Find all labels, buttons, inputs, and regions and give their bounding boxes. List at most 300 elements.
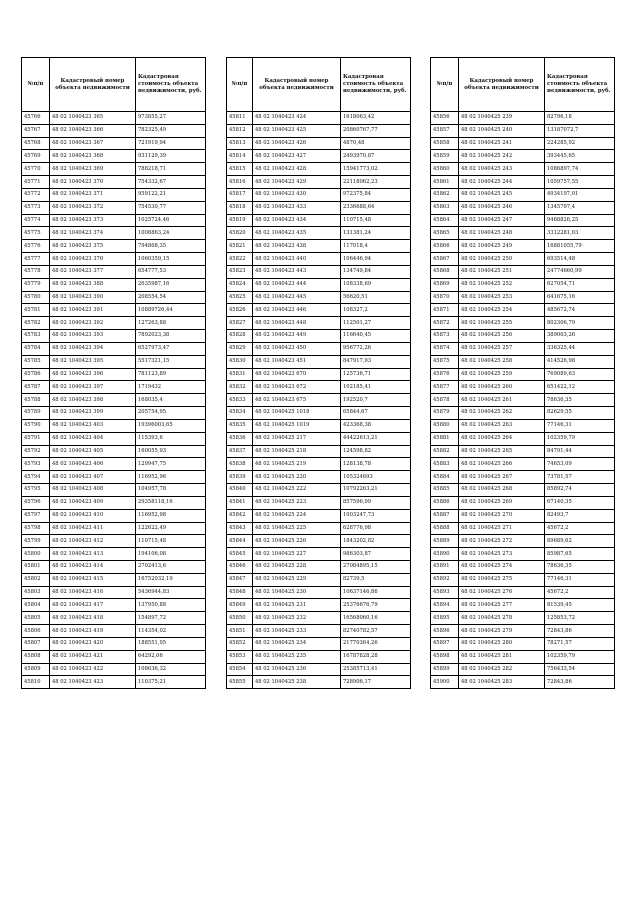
table-row (431, 445, 615, 458)
row-number: 45808 (22, 650, 50, 663)
row-number: 45816 (227, 176, 253, 189)
cadastral-number: 48 02 1040425 233 (253, 625, 341, 638)
table-row (22, 663, 206, 676)
cadastral-value: 78636,35 (545, 394, 615, 407)
table-row (22, 124, 206, 137)
cadastral-value: 72843,86 (545, 625, 615, 638)
table-row (431, 394, 615, 407)
table-row (227, 124, 411, 137)
cadastral-number: 48 02 1040425 219 (253, 458, 341, 471)
table-row (22, 496, 206, 509)
cadastral-value: 4934197,01 (545, 188, 615, 201)
row-number: 45890 (431, 548, 459, 561)
table-row (227, 394, 411, 407)
table-row (22, 291, 206, 304)
row-number: 45888 (431, 522, 459, 535)
cadastral-number: 48 02 1040425 239 (459, 112, 545, 125)
cadastral-value: 2702413,6 (136, 560, 206, 573)
table-row (227, 560, 411, 573)
table-row (22, 484, 206, 497)
table-row (22, 625, 206, 638)
table-row (431, 407, 615, 420)
header-cadastral: Кадастровый номер объекта недвижимости (459, 58, 545, 112)
row-number: 45896 (431, 625, 459, 638)
cadastral-value: 847917,93 (341, 355, 411, 368)
cadastral-number: 48 02 1040423 445 (253, 291, 341, 304)
row-number: 45826 (227, 304, 253, 317)
cadastral-number: 48 02 1040423 371 (50, 188, 136, 201)
cadastral-value: 13187072,7 (545, 124, 615, 137)
table-row (22, 163, 206, 176)
table-row (22, 188, 206, 201)
row-number: 45865 (431, 227, 459, 240)
cadastral-value: 110375,21 (136, 676, 206, 689)
table-row (227, 419, 411, 432)
table-row (227, 407, 411, 420)
row-number: 45859 (431, 150, 459, 163)
table-header-row (431, 58, 615, 112)
table-row (22, 548, 206, 561)
cadastral-number: 48 02 1040423 365 (50, 112, 136, 125)
cadastral-value: 82629,55 (545, 407, 615, 420)
row-number: 45819 (227, 214, 253, 227)
cadastral-number: 48 02 1040425 220 (253, 471, 341, 484)
table-row (227, 445, 411, 458)
row-number: 45801 (22, 560, 50, 573)
table-row (431, 419, 615, 432)
cadastral-number: 48 02 1040423 444 (253, 278, 341, 291)
row-number: 45767 (22, 124, 50, 137)
cadastral-value: 16881055,79 (545, 240, 615, 253)
cadastral-value: 25376676,79 (341, 599, 411, 612)
cadastral-value: 128138,78 (341, 458, 411, 471)
cadastral-value: 73781,57 (545, 471, 615, 484)
cadastral-value: 108327,2 (341, 304, 411, 317)
cadastral-number: 48 02 1040423 448 (253, 317, 341, 330)
table-row (227, 625, 411, 638)
row-number: 45778 (22, 265, 50, 278)
row-number: 45858 (431, 137, 459, 150)
table-row (227, 188, 411, 201)
cadastral-number: 48 02 1040423 430 (253, 188, 341, 201)
row-number: 45881 (431, 432, 459, 445)
cadastral-number: 48 02 1040425 228 (253, 560, 341, 573)
table-row (22, 612, 206, 625)
row-number: 45846 (227, 560, 253, 573)
cadastral-number: 48 02 1040423 394 (50, 342, 136, 355)
table-row (227, 278, 411, 291)
row-number: 45776 (22, 240, 50, 253)
cadastral-value: 1618063,42 (341, 112, 411, 125)
row-number: 45827 (227, 317, 253, 330)
row-number: 45772 (22, 188, 50, 201)
table-row (227, 676, 411, 689)
table-row (227, 509, 411, 522)
cadastral-number: 48 02 1040425 268 (459, 484, 545, 497)
cadastral-number: 48 02 1040423 398 (50, 394, 136, 407)
table-row (431, 291, 615, 304)
cadastral-number: 48 02 1040423 405 (50, 445, 136, 458)
table-row (431, 471, 615, 484)
table-row (431, 663, 615, 676)
cadastral-number: 48 02 1040425 225 (253, 522, 341, 535)
cadastral-number: 48 02 1040425 246 (459, 201, 545, 214)
cadastral-value: 10792263,21 (341, 484, 411, 497)
row-number: 45868 (431, 265, 459, 278)
cadastral-number: 48 02 1040423 410 (50, 509, 136, 522)
cadastral-value: 336325,44 (545, 342, 615, 355)
row-number: 45877 (431, 381, 459, 394)
cadastral-number: 48 02 1040423 427 (253, 150, 341, 163)
header-num: №п/п (22, 58, 50, 112)
row-number: 45878 (431, 394, 459, 407)
table-row (22, 304, 206, 317)
table-row (227, 317, 411, 330)
cadastral-number: 48 02 1040425 271 (459, 522, 545, 535)
cadastral-number: 48 02 1040423 399 (50, 407, 136, 420)
cadastral-value: 5436944,83 (136, 586, 206, 599)
cadastral-value: 1060359,15 (136, 253, 206, 266)
table-row (431, 637, 615, 650)
cadastral-value: 110715,48 (341, 214, 411, 227)
cadastral-value: 6527973,47 (136, 342, 206, 355)
cadastral-value: 137950,88 (136, 599, 206, 612)
cadastral-number: 48 02 1040423 418 (50, 612, 136, 625)
cadastral-number: 48 02 1040423 422 (50, 663, 136, 676)
table-row (22, 214, 206, 227)
cadastral-value: 756433,54 (545, 663, 615, 676)
row-number: 45768 (22, 137, 50, 150)
table-row (431, 150, 615, 163)
row-number: 45783 (22, 330, 50, 343)
row-number: 45830 (227, 355, 253, 368)
cadastral-number: 48 02 1040423 413 (50, 548, 136, 561)
table-row (227, 663, 411, 676)
row-number: 45875 (431, 355, 459, 368)
cadastral-number: 48 02 1040425 261 (459, 394, 545, 407)
row-number: 45788 (22, 394, 50, 407)
cadastral-value: 77146,31 (545, 573, 615, 586)
cadastral-value: 122622,49 (136, 522, 206, 535)
cadastral-value: 16752032,19 (136, 573, 206, 586)
table-row (431, 227, 615, 240)
row-number: 45891 (431, 560, 459, 573)
cadastral-value: 81539,45 (545, 599, 615, 612)
cadastral-value: 16787828,28 (341, 650, 411, 663)
row-number: 45835 (227, 419, 253, 432)
cadastral-number: 48 02 1040425 258 (459, 355, 545, 368)
cadastral-value: 782325,49 (136, 124, 206, 137)
cadastral-number: 48 02 1040425 255 (459, 317, 545, 330)
table-row (431, 458, 615, 471)
cadastral-value: 2493970,87 (341, 150, 411, 163)
cadastral-number: 48 02 1040423 434 (253, 214, 341, 227)
cadastral-number: 48 02 1040425 281 (459, 650, 545, 663)
cadastral-number: 48 02 1040425 264 (459, 432, 545, 445)
cadastral-value: 693514,48 (545, 253, 615, 266)
cadastral-number: 48 02 1040425 282 (459, 663, 545, 676)
row-number: 45784 (22, 342, 50, 355)
row-number: 45811 (227, 112, 253, 125)
table-row (22, 560, 206, 573)
table-row (227, 368, 411, 381)
table-row (227, 535, 411, 548)
table-row (227, 291, 411, 304)
row-number: 45885 (431, 484, 459, 497)
row-number: 45779 (22, 278, 50, 291)
header-num: №п/п (227, 58, 253, 112)
cadastral-value: 1086897,74 (545, 163, 615, 176)
row-number: 45797 (22, 509, 50, 522)
table-row (227, 381, 411, 394)
table-row (431, 496, 615, 509)
cadastral-value: 15941773,02 (341, 163, 411, 176)
cadastral-value: 208554,54 (136, 291, 206, 304)
cadastral-value: 19396003,65 (136, 419, 206, 432)
cadastral-number: 48 02 1040425 265 (459, 445, 545, 458)
cadastral-number: 48 02 1040423 438 (253, 240, 341, 253)
row-number: 45863 (431, 201, 459, 214)
table-row (431, 522, 615, 535)
cadastral-value: 82493,7 (545, 509, 615, 522)
table-row (227, 599, 411, 612)
row-number: 45795 (22, 484, 50, 497)
cadastral-value: 7892023,38 (136, 330, 206, 343)
cadastral-value: 117018,4 (341, 240, 411, 253)
cadastral-number: 48 02 1040423 397 (50, 381, 136, 394)
cadastral-value: 116952,98 (136, 509, 206, 522)
row-number: 45825 (227, 291, 253, 304)
table-row (227, 201, 411, 214)
cadastral-number: 48 02 1040423 435 (253, 227, 341, 240)
row-number: 45777 (22, 253, 50, 266)
table-row (431, 188, 615, 201)
row-number: 45813 (227, 137, 253, 150)
cadastral-number: 48 02 1040423 366 (50, 124, 136, 137)
row-number: 45781 (22, 304, 50, 317)
table-row (431, 112, 615, 125)
cadastral-value: 1008863,24 (136, 227, 206, 240)
cadastral-number: 48 02 1040425 280 (459, 637, 545, 650)
cadastral-value: 116952,96 (136, 471, 206, 484)
table-row (22, 419, 206, 432)
cadastral-number: 48 02 1040423 370 (50, 176, 136, 189)
cadastral-value: 72843,86 (545, 676, 615, 689)
cadastral-number: 48 02 1040423 670 (253, 368, 341, 381)
cadastral-value: 74653,09 (545, 458, 615, 471)
table-row (22, 637, 206, 650)
cadastral-value: 154897,72 (136, 612, 206, 625)
table-row (227, 150, 411, 163)
cadastral-number: 48 02 1040425 1018 (253, 407, 341, 420)
table-row (22, 445, 206, 458)
row-number: 45852 (227, 637, 253, 650)
row-number: 45824 (227, 278, 253, 291)
cadastral-number: 48 02 1040423 388 (50, 278, 136, 291)
row-number: 45836 (227, 432, 253, 445)
cadastral-value: 802306,79 (545, 317, 615, 330)
row-number: 45799 (22, 535, 50, 548)
table-body (227, 112, 411, 689)
cadastral-number: 48 02 1040425 217 (253, 432, 341, 445)
table-row (227, 240, 411, 253)
cadastral-value: 16568060,16 (341, 612, 411, 625)
table-row (22, 240, 206, 253)
row-number: 45847 (227, 573, 253, 586)
row-number: 45898 (431, 650, 459, 663)
row-number: 45866 (431, 240, 459, 253)
row-number: 45855 (227, 676, 253, 689)
cadastral-table-1 (21, 57, 206, 689)
table-row (227, 548, 411, 561)
row-number: 45807 (22, 637, 50, 650)
table-row (431, 355, 615, 368)
row-number: 45815 (227, 163, 253, 176)
cadastral-number: 48 02 1040423 369 (50, 163, 136, 176)
cadastral-value: 108636,32 (136, 663, 206, 676)
cadastral-value: 25385713,41 (341, 663, 411, 676)
row-number: 45771 (22, 176, 50, 189)
cadastral-value: 77146,31 (545, 419, 615, 432)
row-number: 45837 (227, 445, 253, 458)
cadastral-value: 64292,06 (136, 650, 206, 663)
row-number: 45769 (22, 150, 50, 163)
cadastral-number: 48 02 1040423 367 (50, 137, 136, 150)
cadastral-value: 788218,71 (136, 163, 206, 176)
cadastral-number: 48 02 1040425 249 (459, 240, 545, 253)
cadastral-number: 48 02 1040423 446 (253, 304, 341, 317)
cadastral-value: 85987,65 (545, 548, 615, 561)
cadastral-number: 48 02 1040425 278 (459, 612, 545, 625)
row-number: 45845 (227, 548, 253, 561)
row-number: 45872 (431, 317, 459, 330)
cadastral-number: 48 02 1040423 450 (253, 342, 341, 355)
row-number: 45850 (227, 612, 253, 625)
table-row (22, 278, 206, 291)
table-row (22, 150, 206, 163)
cadastral-value: 84791,44 (545, 445, 615, 458)
cadastral-value: 1345797,4 (545, 201, 615, 214)
cadastral-value: 205754,95 (136, 407, 206, 420)
cadastral-number: 48 02 1040425 252 (459, 278, 545, 291)
cadastral-number: 48 02 1040425 235 (253, 650, 341, 663)
cadastral-number: 48 02 1040423 415 (50, 573, 136, 586)
cadastral-number: 48 02 1040423 420 (50, 637, 136, 650)
cadastral-value: 110715,48 (136, 535, 206, 548)
table-row (431, 240, 615, 253)
row-number: 45876 (431, 368, 459, 381)
cadastral-value: 125736,71 (341, 368, 411, 381)
header-cadastral: Кадастровый номер объекта недвижимости (253, 58, 341, 112)
cadastral-value: 112501,27 (341, 317, 411, 330)
row-number: 45831 (227, 368, 253, 381)
row-number: 45849 (227, 599, 253, 612)
cadastral-number: 48 02 1040425 269 (459, 496, 545, 509)
row-number: 45899 (431, 663, 459, 676)
table-row (431, 265, 615, 278)
cadastral-value: 721919,94 (136, 137, 206, 150)
row-number: 45793 (22, 458, 50, 471)
row-number: 45844 (227, 535, 253, 548)
cadastral-number: 48 02 1040423 425 (253, 124, 341, 137)
cadastral-value: 29358118,16 (136, 496, 206, 509)
cadastral-number: 48 02 1040423 423 (50, 676, 136, 689)
table-row (431, 176, 615, 189)
cadastral-number: 48 02 1040425 241 (459, 137, 545, 150)
cadastral-number: 48 02 1040423 375 (50, 240, 136, 253)
cadastral-value: 127263,88 (136, 317, 206, 330)
cadastral-value: 160055,93 (136, 445, 206, 458)
row-number: 45840 (227, 484, 253, 497)
table-row (22, 599, 206, 612)
cadastral-number: 48 02 1040425 223 (253, 496, 341, 509)
cadastral-number: 48 02 1040423 395 (50, 355, 136, 368)
cadastral-value: 9468826,25 (545, 214, 615, 227)
row-number: 45792 (22, 445, 50, 458)
table-row (22, 112, 206, 125)
table-row (227, 484, 411, 497)
cadastral-value: 194106,08 (136, 548, 206, 561)
table-row (22, 317, 206, 330)
cadastral-value: 754332,67 (136, 176, 206, 189)
table-row (22, 471, 206, 484)
cadastral-value: 82739,5 (341, 573, 411, 586)
table-row (22, 522, 206, 535)
row-number: 45838 (227, 458, 253, 471)
row-number: 45897 (431, 637, 459, 650)
cadastral-value: 1843202,82 (341, 535, 411, 548)
table-row (227, 330, 411, 343)
table-row (22, 381, 206, 394)
table-row (431, 573, 615, 586)
row-number: 45834 (227, 407, 253, 420)
cadastral-value: 45672,2 (545, 522, 615, 535)
cadastral-value: 20860767,77 (341, 124, 411, 137)
row-number: 45809 (22, 663, 50, 676)
cadastral-number: 48 02 1040425 251 (459, 265, 545, 278)
cadastral-value: 627054,71 (545, 278, 615, 291)
row-number: 45857 (431, 124, 459, 137)
table-row (227, 342, 411, 355)
table-header-row (227, 58, 411, 112)
row-number: 45803 (22, 586, 50, 599)
cadastral-number: 48 02 1040425 229 (253, 573, 341, 586)
row-number: 45791 (22, 432, 50, 445)
row-number: 45893 (431, 586, 459, 599)
cadastral-number: 48 02 1040425 250 (459, 253, 545, 266)
cadastral-value: 21770364,26 (341, 637, 411, 650)
cadastral-value: 188551,95 (136, 637, 206, 650)
cadastral-value: 192520,7 (341, 394, 411, 407)
table-row (227, 137, 411, 150)
cadastral-number: 48 02 1040423 403 (50, 419, 136, 432)
cadastral-number: 48 02 1040425 242 (459, 150, 545, 163)
row-number: 45823 (227, 265, 253, 278)
cadastral-number: 48 02 1040423 411 (50, 522, 136, 535)
table-row (431, 253, 615, 266)
row-number: 45870 (431, 291, 459, 304)
row-number: 45853 (227, 650, 253, 663)
cadastral-value: 414526,98 (545, 355, 615, 368)
table-row (22, 201, 206, 214)
row-number: 45861 (431, 176, 459, 189)
table-row (227, 522, 411, 535)
row-number: 45785 (22, 355, 50, 368)
cadastral-value: 129947,75 (136, 458, 206, 471)
row-number: 45883 (431, 458, 459, 471)
row-number: 45818 (227, 201, 253, 214)
cadastral-number: 48 02 1040425 234 (253, 637, 341, 650)
